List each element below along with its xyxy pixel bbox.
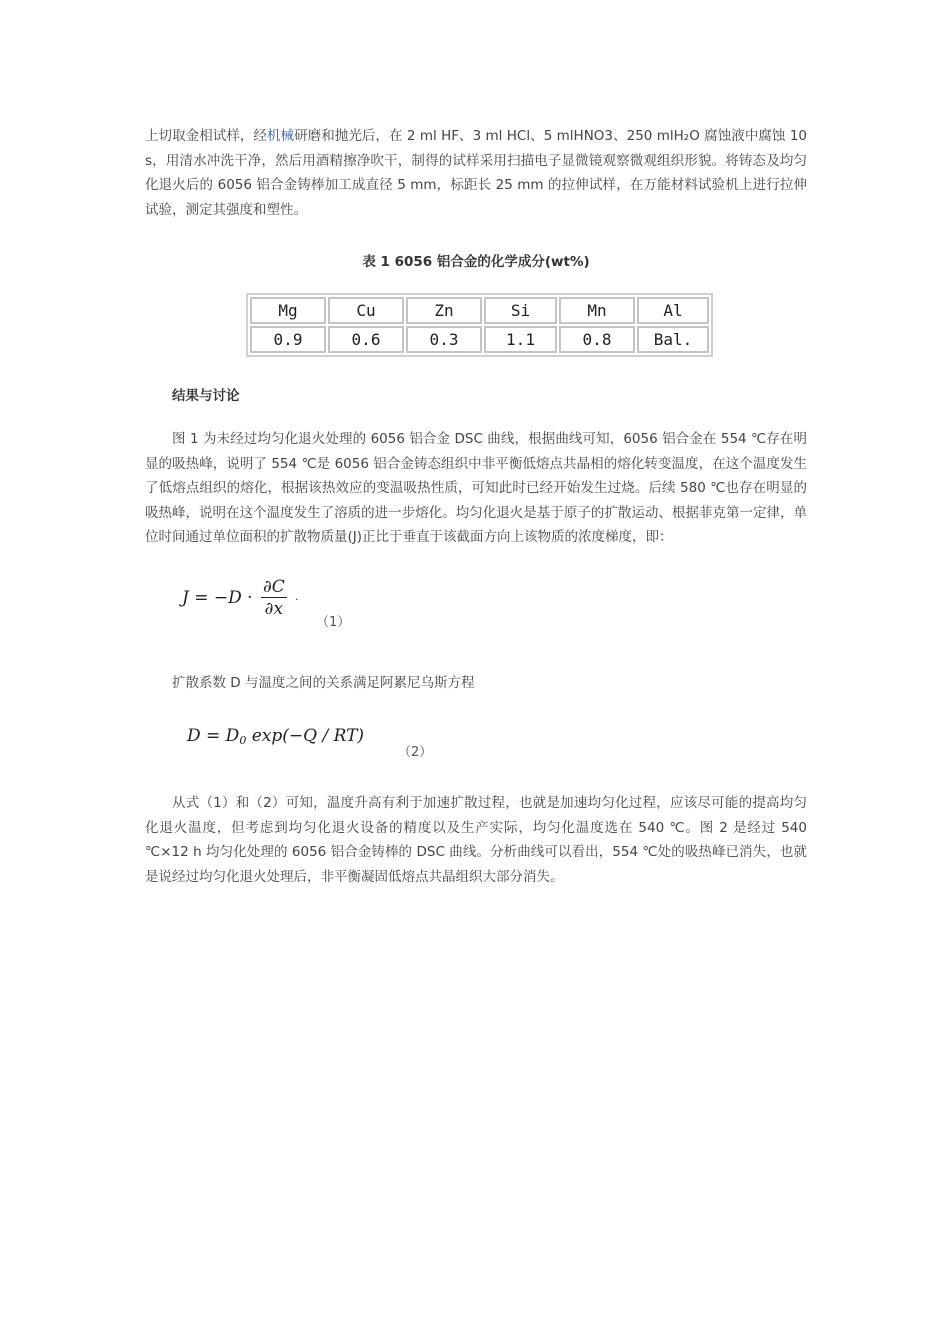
table-cell: 0.9 (250, 326, 326, 353)
eq2-rhs: exp(−Q / RT) (246, 726, 365, 746)
arrhenius-intro: 扩散系数 D 与温度之间的关系满足阿累尼乌斯方程 (172, 675, 475, 691)
table-cell: Bal. (637, 326, 709, 353)
dsc-paragraph: 图 1 为未经过均匀化退火处理的 6056 铝合金 DSC 曲线，根据曲线可知，6056 铝合金在 554 ℃存在明显的吸热峰，说明了 554 ℃是 6056 铝合金铸态组织中非平衡低熔点共晶相的熔化转变温度，在这个温度发生了低熔点组织的熔化，根据该热效应的变温吸热性质，可知此时已经开始发生过烧。后续 580 ℃也存在明显的吸热峰，说明在这个温度发生了溶质的进一步熔化。均匀化退火是基于原子的扩散运动、根据菲克第一定律，单位时间通过单位面积的扩散物质量(J)正比于垂直于该截面方向上该物质的浓度梯度，即： (145, 431, 807, 546)
table-header-cell: Cu (328, 297, 404, 324)
intro-paragraph (145, 124, 807, 222)
intro-text-start: 上切取金相试样，经 (145, 128, 267, 144)
table-header-cell: Zn (406, 297, 482, 324)
eq2-lhs: D = D (187, 726, 240, 746)
machinery-link[interactable]: 机械 (267, 128, 295, 144)
composition-table (246, 293, 713, 357)
equation-1-number: （1） (316, 615, 351, 630)
table-header-cell: Al (637, 297, 709, 324)
eq1-fraction (261, 577, 287, 620)
table-cell: 0.3 (406, 326, 482, 353)
eq1-denominator: ∂x (264, 599, 284, 619)
table-caption: 表 1 6056 铝合金的化学成分(wt%) (362, 254, 590, 270)
eq1-tail: · (295, 595, 299, 606)
eq1-numerator: ∂C (262, 577, 285, 597)
table-cell: 0.6 (328, 326, 404, 353)
section-heading: 结果与讨论 (172, 388, 240, 404)
table-row (250, 326, 709, 353)
eq2-subscript: 0 (239, 734, 247, 747)
equation-2-number: （2） (398, 745, 433, 760)
table-cell: 0.8 (559, 326, 635, 353)
table-header-cell: Mn (559, 297, 635, 324)
intro-text-rest: 研磨和抛光后，在 2 ml HF、3 ml HCl、5 mlHNO3、250 mlH₂O 腐蚀液中腐蚀 10 s，用清水冲洗干净，然后用酒精擦净吹干，制得的试样采用扫描电子显微镜观察微观组织形貌。将铸态及均匀化退火后的 6056 铝合金铸棒加工成直径 5 mm，标距长 25 mm 的拉伸试样，在万能材料试验机上进行拉伸试验，测定其强度和塑性。 (145, 128, 808, 218)
table-header-cell: Mg (250, 297, 326, 324)
table-header-row (250, 297, 709, 324)
table-cell: 1.1 (484, 326, 557, 353)
equation-2 (187, 726, 364, 747)
conclusion-paragraph: 从式（1）和（2）可知，温度升高有利于加速扩散过程，也就是加速均匀化过程，应该尽可能的提高均匀化退火温度，但考虑到均匀化退火设备的精度以及生产实际，均匀化温度选在 540 ℃。图 2 是经过 540 ℃×12 h 均匀化处理的 6056 铝合金铸棒的 DSC 曲线。分析曲线可以看出，554 ℃处的吸热峰已消失，也就是说经过均匀化退火处理后，非平衡凝固低熔点共晶组织大部分消失。 (145, 795, 807, 885)
eq1-lhs: J = −D · (182, 588, 253, 608)
equation-1 (182, 577, 298, 620)
table-header-cell: Si (484, 297, 557, 324)
